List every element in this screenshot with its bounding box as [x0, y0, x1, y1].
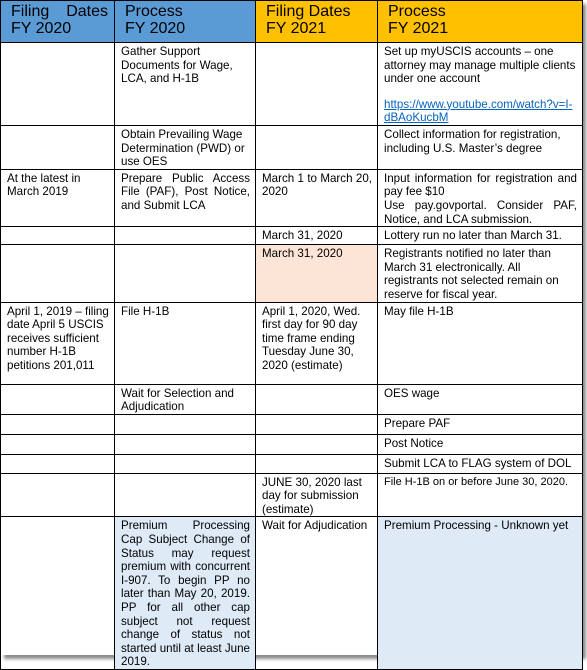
- header-text: FY 2021: [388, 20, 449, 37]
- header-text: Filing Dates: [266, 3, 351, 20]
- table-cell-highlighted: Premium Processing - Unknown yet: [378, 517, 583, 670]
- table-cell: Obtain Prevailing Wage Determination (PWD) or use OES: [115, 125, 256, 169]
- table-cell: March 31, 2020: [256, 227, 378, 245]
- table-cell: [1, 245, 115, 302]
- table-row: [1, 454, 583, 473]
- table-cell: Gather Support Documents for Wage, LCA, and H-1B: [115, 43, 256, 126]
- table-cell: [256, 43, 378, 126]
- table-cell: Lottery run no later than March 31.: [378, 227, 583, 245]
- table-row: [1, 227, 583, 245]
- table-cell: [256, 384, 378, 414]
- table-cell: March 1 to March 20, 2020: [256, 169, 378, 226]
- cell-text: Set up myUSCIS accounts – one attorney may manage multiple clients under one account: [384, 45, 576, 86]
- table-cell: [1, 43, 115, 126]
- table-row: [1, 473, 583, 517]
- table-cell: [1, 473, 115, 517]
- cell-text: Input information for registration and pay fee $10: [384, 171, 577, 199]
- table-cell: [256, 434, 378, 454]
- header-text: FY 2020: [11, 20, 72, 37]
- table-cell: [115, 227, 256, 245]
- header-text: FY 2020: [125, 20, 186, 37]
- cell-text: Use pay.govportal. Consider PAF, Notice, and LCA submission.: [384, 198, 577, 226]
- header-text: Dates: [66, 3, 108, 20]
- table-cell: [115, 454, 256, 473]
- youtube-link[interactable]: https://www.youtube.com/watch?v=I-dBAoKucbM: [384, 97, 573, 125]
- table-cell: [1, 125, 115, 169]
- table-cell: File H-1B on or before June 30, 2020.: [378, 473, 583, 517]
- table-cell: [1, 517, 115, 670]
- table-cell: [1, 414, 115, 434]
- table-cell: OES wage: [378, 384, 583, 414]
- table-cell: [115, 473, 256, 517]
- table-cell: Post Notice: [378, 434, 583, 454]
- table-cell: [115, 434, 256, 454]
- header-row: [1, 1, 583, 43]
- table-cell: [1, 454, 115, 473]
- table-row: [1, 245, 583, 302]
- table-cell: JUNE 30, 2020 last day for submission (estimate): [256, 473, 378, 517]
- header-process-fy2021: [378, 1, 583, 43]
- table-row: [1, 517, 583, 670]
- table-cell: Submit LCA to FLAG system of DOL: [378, 454, 583, 473]
- table-cell: April 1, 2020, Wed. first day for 90 day time frame ending Tuesday June 30, 2020 (estimate): [256, 302, 378, 384]
- table-cell-highlighted: Premium Processing Cap Subject Change of Status may request premium with concurrent I-907. To begin PP no later than May 20, 2019. PP for all other cap subject not request change of status not started until at least June 2019.: [115, 517, 256, 670]
- header-text: Process: [388, 3, 446, 20]
- table-cell: Wait for Selection and Adjudication: [115, 384, 256, 414]
- header-process-fy2020: [115, 1, 256, 43]
- table-cell: File H-1B: [115, 302, 256, 384]
- header-text: Process: [125, 3, 183, 20]
- table-cell: April 1, 2019 – filing date April 5 USCIS receives sufficient number H-1B petitions 201,011: [1, 302, 115, 384]
- table-cell: [378, 169, 583, 226]
- table-row: [1, 43, 583, 126]
- table-cell: Registrants notified no later than March 31 electronically. All registrants not selected remain on reserve for fiscal year.: [378, 245, 583, 302]
- table-cell: [115, 245, 256, 302]
- table-cell: [1, 227, 115, 245]
- table-cell: [1, 434, 115, 454]
- table-cell: [1, 384, 115, 414]
- table-cell: [115, 414, 256, 434]
- table-cell: [256, 414, 378, 434]
- table-row: [1, 434, 583, 454]
- table-row: [1, 302, 583, 384]
- table-cell: [256, 454, 378, 473]
- header-filing-dates-fy2021: [256, 1, 378, 43]
- table-cell-highlighted: March 31, 2020: [256, 245, 378, 302]
- header-filing-dates-fy2020: [1, 1, 115, 43]
- table-row: [1, 169, 583, 226]
- table-row: [1, 125, 583, 169]
- table-row: [1, 384, 583, 414]
- table-cell: Prepare Public Access File (PAF), Post Notice, and Submit LCA: [115, 169, 256, 226]
- header-text: FY 2021: [266, 20, 327, 37]
- table-cell: [256, 125, 378, 169]
- table-cell: Prepare PAF: [378, 414, 583, 434]
- header-text: Filing: [11, 3, 50, 20]
- table-cell: Wait for Adjudication: [256, 517, 378, 670]
- table-cell: [378, 43, 583, 126]
- table-cell: May file H-1B: [378, 302, 583, 384]
- table-row: [1, 414, 583, 434]
- table-cell: At the latest in March 2019: [1, 169, 115, 226]
- table-cell: Collect information for registration, including U.S. Master’s degree: [378, 125, 583, 169]
